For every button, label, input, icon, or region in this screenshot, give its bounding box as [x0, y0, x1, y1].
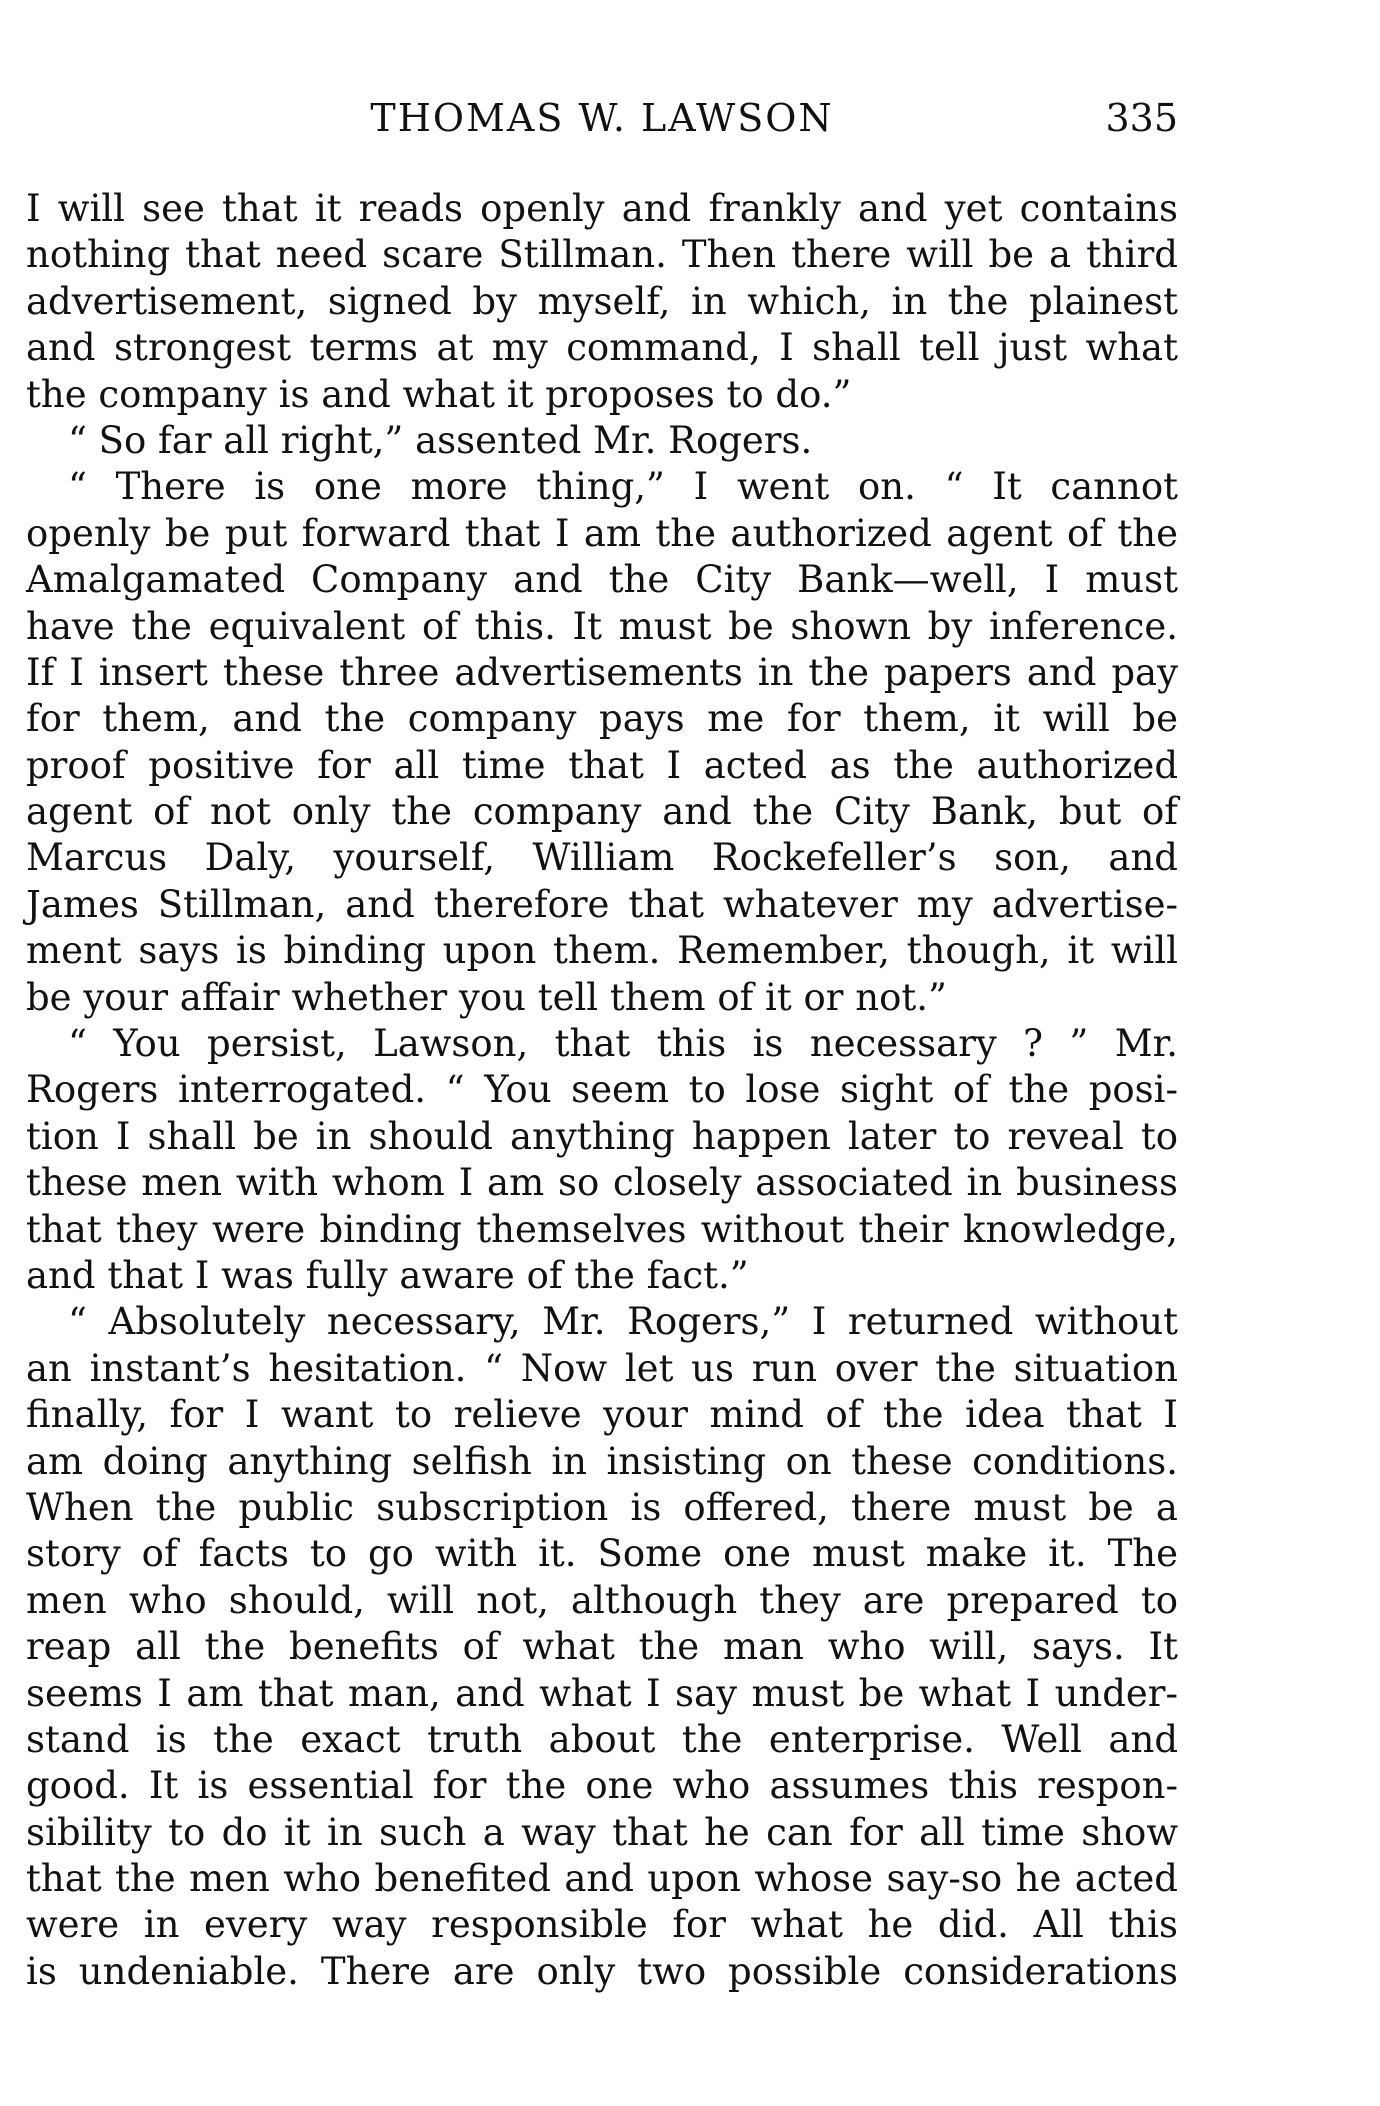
text-line: sibility to do it in such a way that he can for all time show: [26, 1810, 1178, 1854]
text-line: proof positive for all time that I acted as the authorized: [26, 743, 1178, 787]
text-line: good. It is essential for the one who assumes this respon-: [26, 1764, 1178, 1808]
text-line: If I insert these three advertisements in the papers and pay: [26, 650, 1178, 694]
body-text: [26, 186, 1178, 1995]
text-line: James Stillman, and therefore that whatever my advertise-: [26, 882, 1178, 926]
text-line: is undeniable. There are only two possible considerations: [26, 1949, 1178, 1993]
text-line: an instant’s hesitation. “ Now let us run over the situation: [26, 1346, 1178, 1390]
text-line: I will see that it reads openly and frankly and yet contains: [26, 187, 1178, 230]
text-line: When the public subscription is offered, there must be a: [26, 1485, 1178, 1529]
text-line: nothing that need scare Stillman. Then there will be a third: [26, 233, 1178, 277]
running-head: [26, 88, 1178, 148]
text-line: “ You persist, Lawson, that this is necessary ? ” Mr.: [68, 1022, 1178, 1066]
text-line: finally, for I want to relieve your mind of the idea that I: [26, 1393, 1178, 1437]
text-line: these men with whom I am so closely associated in business: [26, 1161, 1178, 1205]
text-line: that the men who benefited and upon whose say-so he acted: [26, 1857, 1178, 1901]
text-line: were in every way responsible for what he did. All this: [26, 1903, 1178, 1947]
text-line: tion I shall be in should anything happen later to reveal to: [26, 1114, 1178, 1158]
text-line: “ So far all right,” assented Mr. Rogers.: [68, 418, 813, 462]
text-line: agent of not only the company and the City Bank, but of: [26, 790, 1178, 834]
text-line: reap all the benefits of what the man who will, says. It: [26, 1625, 1178, 1669]
text-line: “ There is one more thing,” I went on. “ It cannot: [68, 465, 1178, 509]
running-title: THOMAS W. LAWSON: [370, 96, 834, 140]
text-line: for them, and the company pays me for them, it will be: [26, 697, 1178, 741]
text-line: that they were binding themselves without their knowledge,: [26, 1207, 1178, 1251]
text-line: the company is and what it proposes to do.”: [26, 372, 852, 416]
text-line: am doing anything selfish in insisting on these conditions.: [26, 1439, 1178, 1483]
text-line: Marcus Daly, yourself, William Rockefeller’s son, and: [26, 836, 1178, 880]
text-line: advertisement, signed by myself, in which, in the plainest: [26, 279, 1178, 323]
text-line: have the equivalent of this. It must be shown by inference.: [26, 604, 1178, 648]
text-line: and that I was fully aware of the fact.”: [26, 1253, 749, 1297]
text-line: Amalgamated Company and the City Bank—well, I must: [26, 558, 1178, 602]
text-line: seems I am that man, and what I say must be what I under-: [26, 1671, 1178, 1715]
text-line: men who should, will not, although they are prepared to: [26, 1578, 1178, 1622]
text-line: “ Absolutely necessary, Mr. Rogers,” I returned without: [68, 1300, 1178, 1344]
text-line: story of facts to go with it. Some one must make it. The: [26, 1532, 1178, 1576]
text-line: be your affair whether you tell them of it or not.”: [26, 975, 947, 1019]
text-line: stand is the exact truth about the enterprise. Well and: [26, 1717, 1178, 1761]
text-line: openly be put forward that I am the authorized agent of the: [26, 511, 1178, 555]
text-line: and strongest terms at my command, I shall tell just what: [26, 326, 1178, 370]
text-line: Rogers interrogated. “ You seem to lose sight of the posi-: [26, 1068, 1178, 1112]
page-number: 335: [1105, 96, 1178, 140]
text-line: ment says is binding upon them. Remember, though, it will: [26, 929, 1178, 973]
